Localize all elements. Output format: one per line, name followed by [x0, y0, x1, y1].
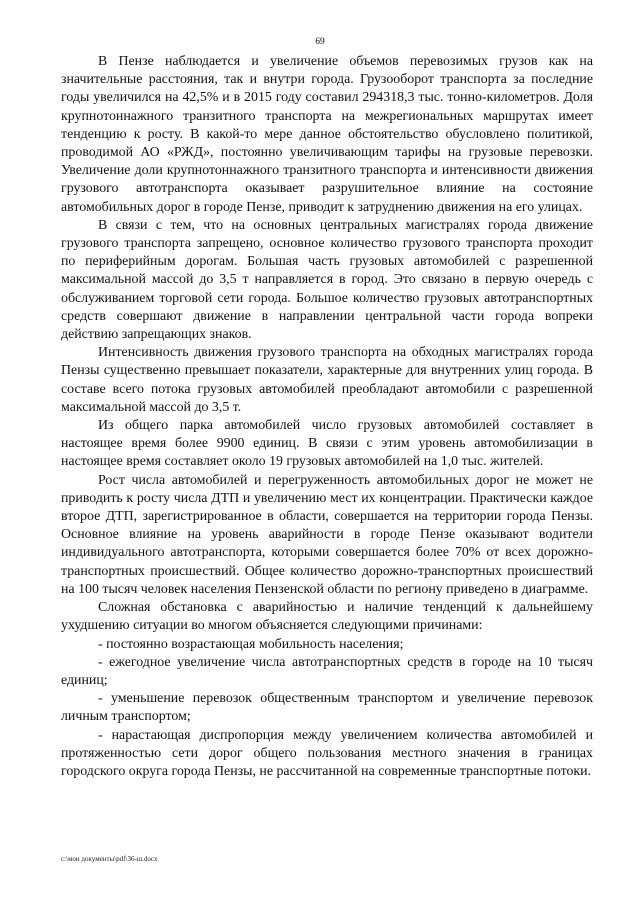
paragraph: Сложная обстановка с аварийностью и наличие тенденций к дальнейшему ухудшению ситуации во многом объясняется следующими причинами: — [61, 600, 593, 634]
document-body — [61, 53, 593, 781]
paragraph: Интенсивность движения грузового транспорта на обходных магистралях города Пензы существенно превышает показатели, характерные для внутренних улиц города. В составе всего потока грузовых автомобилей преобладают автомобили с разрешенной максимальной массой до 3,5 т. — [61, 345, 593, 415]
list-item: - ежегодное увеличение числа автотранспортных средств в городе на 10 тысяч единиц; — [61, 654, 593, 688]
page-number: 69 — [315, 37, 325, 47]
paragraph: Из общего парка автомобилей число грузовых автомобилей составляет в настоящее время более 9900 единиц. В связи с этим уровень автомобилизации в настоящее время составляет около 19 грузовых автомобилей на 1,0 тыс. жителей. — [61, 418, 593, 470]
paragraph: В Пензе наблюдается и увеличение объемов перевозимых грузов как на значительные расстояния, так и внутри города. Грузооборот транспорта за последние годы увеличился на 42,5% и в 2015 году составил 294318,3 тыс. тонно-километров. Доля крупнотоннажного транзитного транспорта на межрегиональных маршрутах имеет тенденцию к росту. В какой-то мере данное обстоятельство обусловлено политикой, проводимой АО «РЖД», постоянно увеличивающим тарифы на грузовые перевозки. Увеличение доли крупнотоннажного транзитного транспорта и интенсивности движения грузового автотранспорта оказывает разрушительное влияние на состояние автомобильных дорог в городе Пензе, приводит к затруднению движения на его улицах. — [61, 54, 593, 215]
footer-file-path: c:\мои документы\pdf\36-ш.docx — [61, 855, 158, 863]
paragraph: Рост числа автомобилей и перегруженность автомобильных дорог не может не приводить к росту числа ДТП и увеличению мест их концентрации. Практически каждое второе ДТП, зарегистрированное в области, совершается на территории города Пензы. Основное влияние на уровень аварийности в городе Пензе оказывают водители индивидуального автотранспорта, которыми совершается более 70% от всех дорожно-транспортных происшествий. Общее количество дорожно-транспортных происшествий на 100 тысяч человек населения Пензенской области по региону приведено в диаграмме. — [61, 472, 593, 597]
list-item: - постоянно возрастающая мобильность населения; — [98, 636, 404, 652]
list-item: - уменьшение перевозок общественным транспортом и увеличение перевозок личным транспортом; — [61, 691, 593, 725]
paragraph: В связи с тем, что на основных центральных магистралях города движение грузового транспорта запрещено, основное количество грузового транспорта проходит по периферийным дорогам. Большая часть грузовых автомобилей с разрешенной максимальной массой до 3,5 т направляется в город. Это связано в первую очередь с обслуживанием торговой сети города. Большое количество грузовых автотранспортных средств совершают движение в направлении центральной части города вопреки действию запрещающих знаков. — [61, 217, 593, 343]
list-item: - нарастающая диспропорция между увеличением количества автомобилей и протяженностью сети дорог общего пользования местного значения в границах городского округа города Пензы, не рассчитанной на современные транспортные потоки. — [61, 727, 593, 779]
